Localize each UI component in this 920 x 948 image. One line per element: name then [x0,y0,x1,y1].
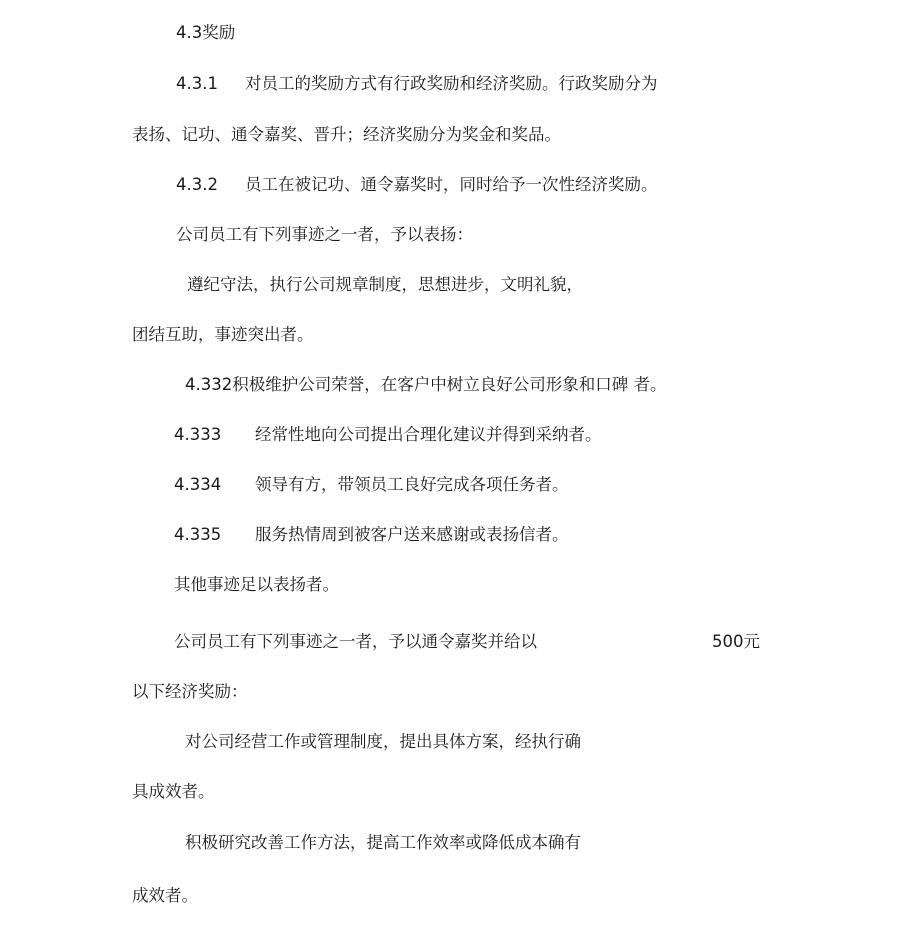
clause-text: 员工在被记功、通令嘉奖时，同时给予一次性经济奖励。 [245,175,658,194]
clause-number: 4.335 [174,525,222,544]
clause-text: 经常性地向公司提出合理化建议并得到采纳者。 [255,425,602,444]
commendation-item-1: 对公司经营工作或管理制度，提出具体方案，经执行确 [185,732,581,751]
praise-item-4-333 [174,424,602,446]
clause-4-3-1 [176,73,658,95]
praise-item-other: 其他事迹足以表扬者。 [174,575,339,594]
clause-4-3-1-continuation: 表扬、记功、通令嘉奖、晋升；经济奖励分为奖金和奖品。 [132,125,561,144]
commendation-item-2: 积极研究改善工作方法，提高工作效率或降低成本确有 [185,833,581,852]
clause-number: 4.3.2 [176,175,218,194]
clause-text: 对员工的奖励方式有行政奖励和经济奖励。行政奖励分为 [245,74,658,93]
commendation-item-1-continuation: 具成效者。 [132,782,215,801]
commendation-intro-continuation: 以下经济奖励： [132,682,248,701]
clause-number: 4.333 [174,425,222,444]
praise-item-4-332: 4.332积极维护公司荣誉，在客户中树立良好公司形象和口碑 者。 [185,375,667,394]
praise-item-1-continuation: 团结互助，事迹突出者。 [132,325,314,344]
clause-number: 4.3.1 [176,74,218,93]
clause-number: 4.334 [174,475,222,494]
clause-text: 领导有方，带领员工良好完成各项任务者。 [255,475,569,494]
praise-item-4-334 [174,474,569,496]
clause-text: 服务热情周到被客户送来感谢或表扬信者。 [255,525,569,544]
commendation-amount: 500元 [712,632,760,651]
section-heading: 4.3奖励 [176,23,236,42]
praise-item-1: 遵纪守法，执行公司规章制度，思想进步，文明礼貌， [187,275,583,294]
commendation-intro: 公司员工有下列事迹之一者，予以通令嘉奖并给以 [174,632,537,651]
praise-intro: 公司员工有下列事迹之一者，予以表扬： [176,225,473,244]
clause-4-3-2 [176,174,658,196]
praise-item-4-335 [174,524,569,546]
commendation-item-2-continuation: 成效者。 [132,886,198,905]
